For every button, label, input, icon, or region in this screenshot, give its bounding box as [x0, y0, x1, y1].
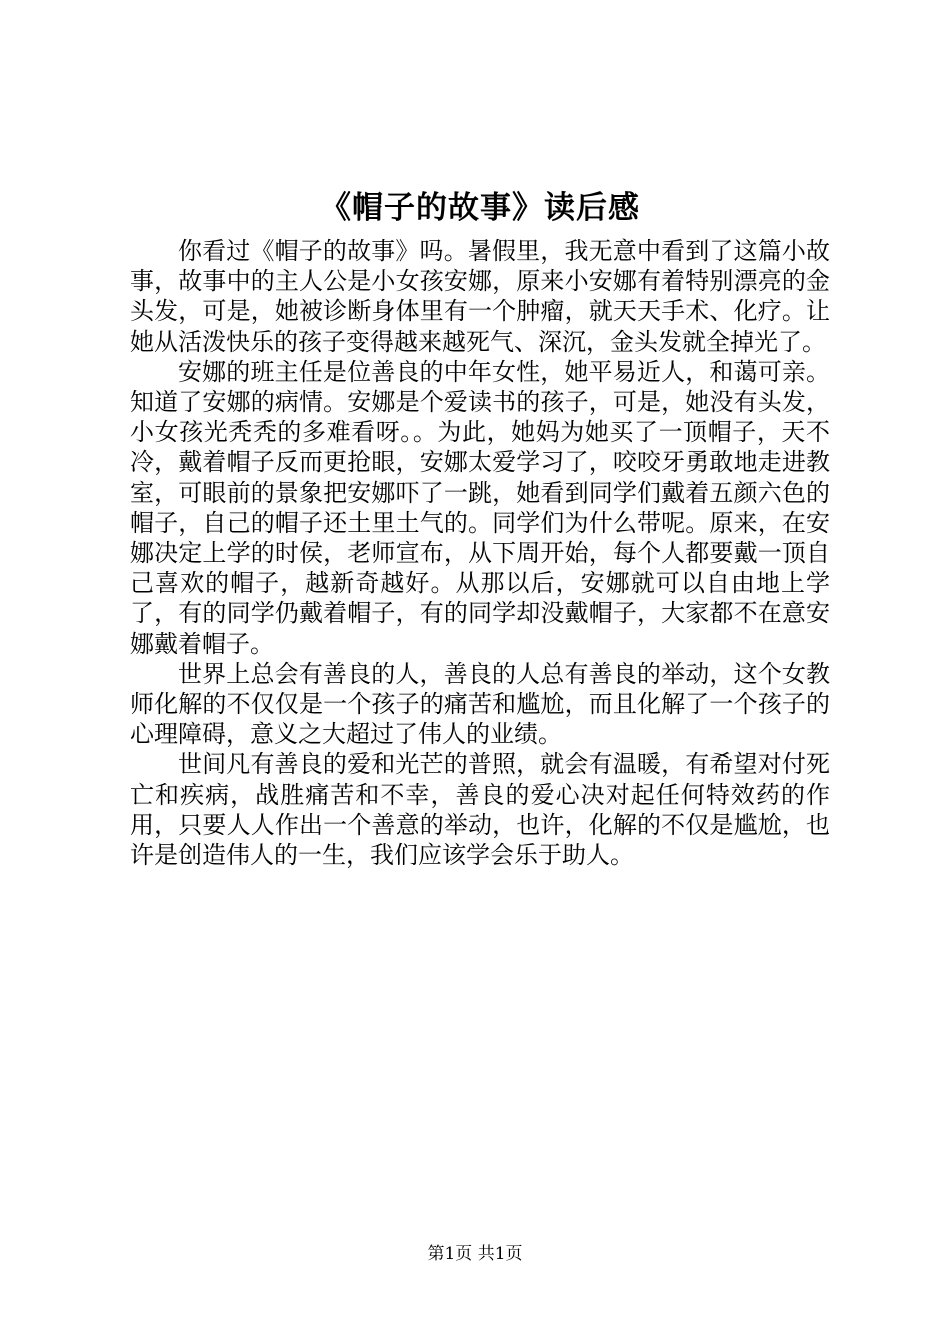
document-body: [130, 236, 830, 870]
paragraph-2: 安娜的班主任是位善良的中年女性，她平易近人，和蔼可亲。知道了安娜的病情。安娜是个爱读书的孩子，可是，她没有头发，小女孩光秃秃的多难看呀。。为此，她妈为她买了一顶帽子，天不冷，戴着帽子反而更抢眼，安娜太爱学习了，咬咬牙勇敢地走进教室，可眼前的景象把安娜吓了一跳，她看到同学们戴着五颜六色的帽子，自己的帽子还土里土气的。同学们为什么带呢。原来，在安娜决定上学的时侯，老师宣布，从下周开始，每个人都要戴一顶自己喜欢的帽子，越新奇越好。从那以后，安娜就可以自由地上学了，有的同学仍戴着帽子，有的同学却没戴帽子，大家都不在意安娜戴着帽子。: [130, 357, 830, 658]
paragraph-3: 世界上总会有善良的人，善良的人总有善良的举动，这个女教师化解的不仅仅是一个孩子的痛苦和尴尬，而且化解了一个孩子的心理障碍，意义之大超过了伟人的业绩。: [130, 659, 830, 749]
page-title: 《帽子的故事》读后感: [320, 190, 640, 226]
page-footer: 第1页 共1页: [427, 1244, 523, 1264]
paragraph-4: 世间凡有善良的爱和光芒的普照，就会有温暖，有希望对付死亡和疾病，战胜痛苦和不幸，善良的爱心决对起任何特效药的作用，只要人人作出一个善意的举动，也许，化解的不仅是尴尬，也许是创造伟人的一生，我们应该学会乐于助人。: [130, 750, 830, 870]
paragraph-1: 你看过《帽子的故事》吗。暑假里，我无意中看到了这篇小故事，故事中的主人公是小女孩安娜，原来小安娜有着特别漂亮的金头发，可是，她被诊断身体里有一个肿瘤，就天天手术、化疗。让她从活泼快乐的孩子变得越来越死气、深沉，金头发就全掉光了。: [130, 237, 830, 356]
